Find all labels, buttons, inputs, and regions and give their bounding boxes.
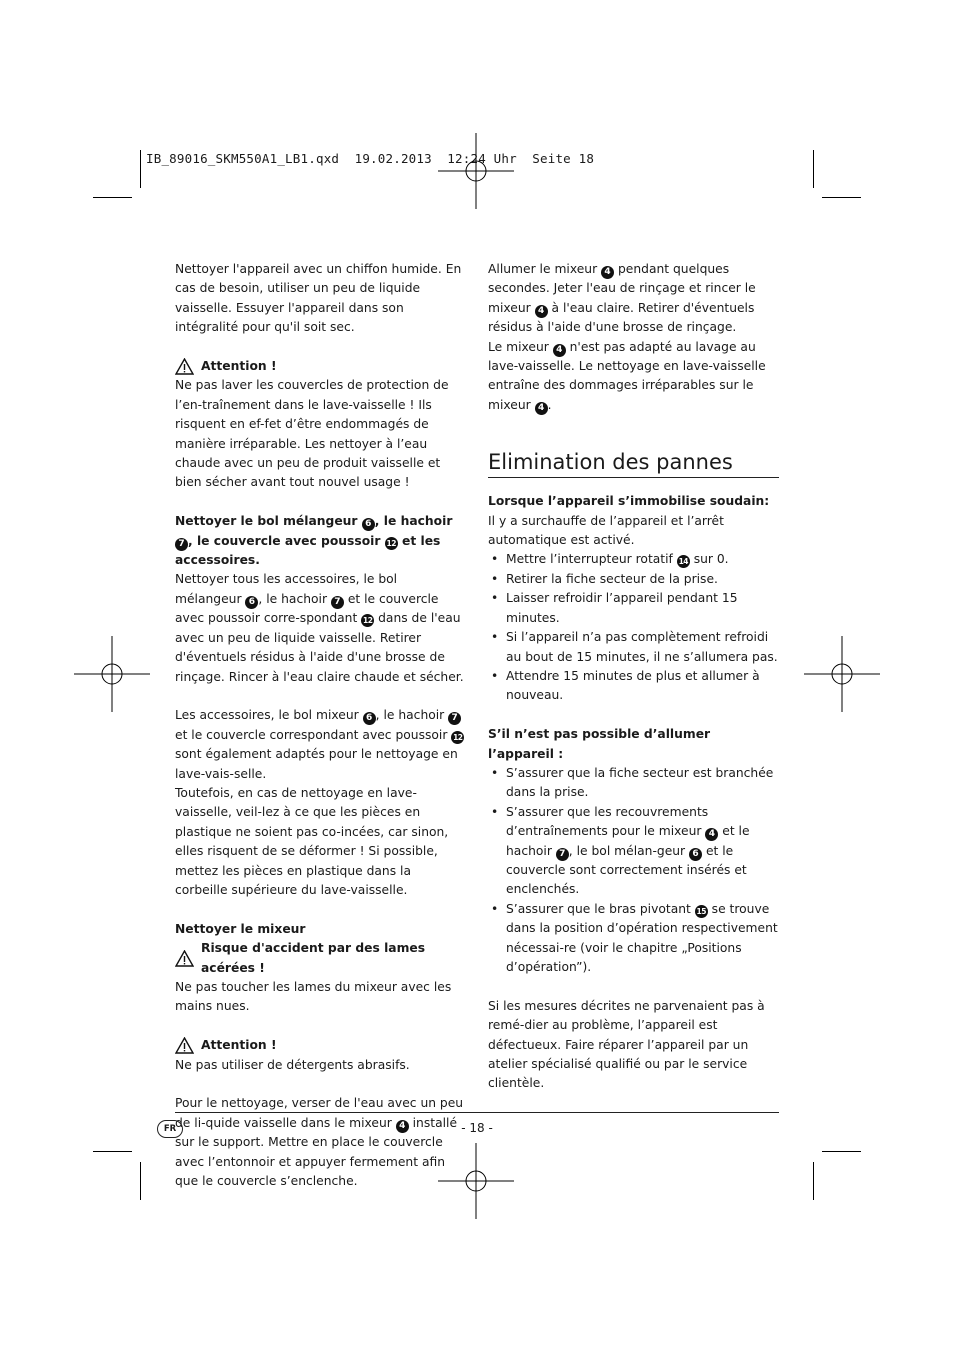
subheading-stops: Lorsque l’appareil s’immobilise soudain: [488,494,770,509]
risk-label: Risque d'accident par des lames acérées ! [201,941,426,975]
warning-triangle-icon [175,1037,194,1054]
risk-text: Ne pas toucher les lames du mixeur avec les mains nues. [175,979,452,1014]
footer-rule [175,1112,779,1113]
attention-notice [175,357,467,376]
registration-mark-icon [438,133,514,209]
crop-mark [93,197,132,198]
dishwasher-text: Toutefois, en cas de nettoyage en lave-vaisselle, veil-lez à ce que les pièces en plastique ne soient pas co-incées, car sinon, elles risquent de se déformer ! Si possible, mettez les pièces en plastique dans la corbeille supérieure du lave-vaisselle. [175,785,449,897]
attention-notice [175,1036,467,1055]
right-column [488,260,779,1094]
attention-label: Attention ! [201,1038,277,1053]
accessories-text: Les accessoires, le bol mixeur 6 , le hachoir 7 et le couvercle correspondant avec poussoir 12 sont également adaptés pour le nettoyage en lave-vais-selle. [175,708,463,781]
list-item: • Retirer la fiche secteur de la prise. [488,570,779,589]
section-heading: Elimination des pannes [488,449,779,478]
risk-notice [175,939,467,978]
list-item: • Mettre l’interrupteur rotatif 14 sur 0. [488,550,779,569]
bowl-text: Nettoyer tous les accessoires, le bol mélangeur 6 , le hachoir 7 et le couvercle avec poussoir corre-spondant 12 dans de l'eau avec un peu de liquide vaisselle. Retirer d'éventuels résidus à l'aide d'une brosse de rinçage. Rincer à l'eau claire chaude et sécher. [175,572,464,684]
service-text: Si les mesures décrites ne parvenaient pas à remé-dier au problème, l’appareil est défectueux. Faire réparer l’appareil par un atelier spécialisé qualifié ou par le service clientèle. [488,998,765,1091]
list-item: • Si l’appareil n’a pas complètement refroidi au bout de 15 minutes, il ne s’allumera pas. [488,628,779,667]
bowl-heading: Nettoyer le bol mélangeur 6 , le hachoir 7 , le couvercle avec poussoir 12 et les accessoires. [175,514,453,568]
page-number: - 18 - [461,1121,493,1135]
list-item: • Laisser refroidir l’appareil pendant 15 minutes. [488,589,779,628]
left-column [175,260,467,1191]
attention-text: Ne pas utiliser de détergents abrasifs. [175,1057,410,1072]
warning-triangle-icon [175,950,194,967]
overheat-text: Il y a surchauffe de l’appareil et l’arrêt automatique est activé. [488,513,724,548]
crop-mark [140,1162,141,1200]
attention-text: Ne pas laver les couvercles de protection de l’en-traînement dans le lave-vaisselle ! Ils risquent en ef-fet d’être endommagés de manière irréparable. Les nettoyer à l’eau chaude avec un peu de produit vaisselle et bien sécher avant tout nouvel usage ! [175,378,449,490]
crop-mark [822,1151,861,1152]
list-item: • Attendre 15 minutes de plus et allumer à nouveau. [488,667,779,706]
list-item: • S’assurer que le bras pivotant 15 se trouve dans la position d’opération respectivement nécessai-re (voir le chapitre „Positions d’opération”). [488,900,779,978]
warning-triangle-icon [175,358,194,375]
crop-mark [93,1151,132,1152]
registration-mark-icon [804,636,880,712]
crop-mark [140,150,141,188]
crop-mark [822,197,861,198]
no-dishwasher-text: Le mixeur 4 n'est pas adapté au lavage au lave-vaisselle. Le nettoyage en lave-vaisselle entraîne des dommages irréparables sur le mixeur 4 . [488,339,766,413]
language-badge: FR [157,1120,183,1138]
file-slug: IB_89016_SKM550A1_LB1.qxd 19.02.2013 12:24 Uhr Seite 18 [146,151,595,166]
subheading-no-start: S’il n’est pas possible d’allumer l’appareil : [488,727,711,761]
rinse-text: Allumer le mixeur 4 pendant quelques secondes. Jeter l'eau de rinçage et rincer le mixeur 4 à l'eau claire. Retirer d'éventuels résidus à l'aide d'une brosse de rinçage. [488,262,756,335]
attention-label: Attention ! [201,359,277,374]
crop-mark [813,150,814,188]
list-item: • S’assurer que la fiche secteur est branchée dans la prise. [488,764,779,803]
no-start-list [488,764,779,977]
mixer-heading: Nettoyer le mixeur [175,921,306,936]
cleaning-intro: Nettoyer l'appareil avec un chiffon humide. En cas de besoin, utiliser un peu de liquide vaisselle. Essuyer l'appareil dans son intégralité pour qu'il soit sec. [175,262,462,335]
stops-list [488,550,779,705]
registration-mark-icon [74,636,150,712]
mixer-cleaning-text: Pour le nettoyage, verser de l'eau avec un peu de li-quide vaisselle dans le mixeur 4 installé sur le support. Mettre en place le couvercle avec l’entonnoir et appuyer fermement afin que le couvercle s’enclenche. [175,1096,464,1188]
crop-mark [813,1162,814,1200]
list-item: • S’assurer que les recouvrements d’entraînements pour le mixeur 4 et le hachoir 7 , le bol mélan-geur 6 et le couvercle sont correctement insérés et enclenchés. [488,803,779,900]
